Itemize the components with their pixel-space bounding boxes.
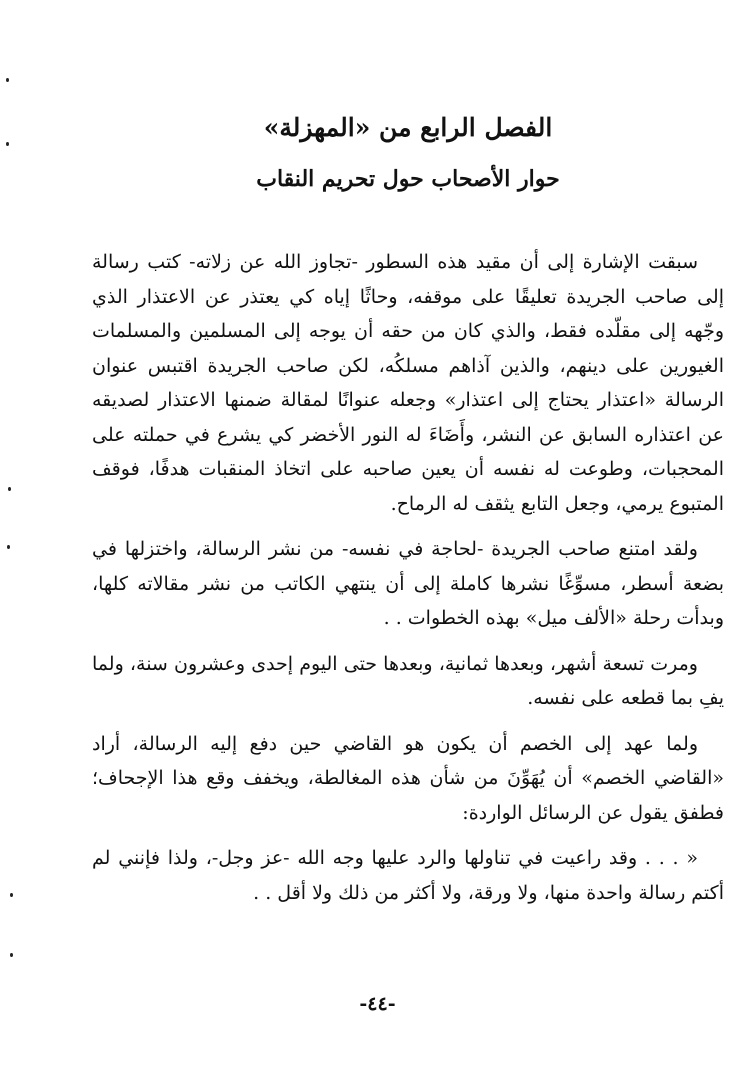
scan-speck: [6, 142, 9, 146]
paragraph: سبقت الإشارة إلى أن مقيد هذه السطور -تجاوز الله عن زلاته- كتب رسالة إلى صاحب الجريدة تعليقًا على موقفه، وحاثًا إياه كي يعتذر عن الاعتذار الذي وجّهه إلى مقلّده فقط، والذي كان من حقه أن يوجه إلى المسلمين والمسلمات الغيورين على دينهم، والذين آذاهم مسلكُه، لكن صاحب الجريدة اقتبس عنوان الرسالة «اعتذار يحتاج إلى اعتذار» وجعله عنوانًا لمقالة ضمنها الاعتذار لصديقه عن اعتذاره السابق عن النشر، وأَضَاءَ له النور الأخضر كي يشرع في حملته على المحجبات، وطوعت له نفسه أن يعين صاحبه على اتخاذ المنقبات هدفًا، فوقف المتبوع يرمي، وجعل التابع يثقف له الرماح.: [92, 251, 724, 515]
scan-speck: [10, 893, 13, 897]
scan-speck: [10, 953, 13, 957]
paragraph: ولقد امتنع صاحب الجريدة -لحاجة في نفسه- من نشر الرسالة، واختزلها في بضعة أسطر، مسوِّغًا نشرها كاملة إلى أن ينتهي الكاتب من نشر مقالاته كلها، وبدأت رحلة «الألف ميل» بهذه الخطوات . .: [92, 538, 724, 629]
page-content: [92, 108, 724, 910]
paragraph: « . . . وقد راعيت في تناولها والرد عليها وجه الله -عز وجل-، ولذا فإنني لم أكتم رسالة واحدة منها، ولا ورقة، ولا أكثر من ذلك ولا أقل . .: [92, 847, 724, 904]
chapter-subtitle: حوار الأصحاب حول تحريم النقاب: [256, 166, 560, 192]
scan-speck: [8, 487, 11, 491]
chapter-title: الفصل الرابع من «المهزلة»: [263, 113, 553, 142]
paragraph: ولما عهد إلى الخصم أن يكون هو القاضي حين دفع إليه الرسالة، أراد «القاضي الخصم» أن يُهَوِّنَ من شأن هذه المغالطة، ويخفف وقع هذا الإجحاف؛ فطفق يقول عن الرسائل الواردة:: [92, 732, 724, 824]
scan-speck: [6, 78, 9, 82]
page-number: -٤٤-: [359, 993, 396, 1015]
paragraph: ومرت تسعة أشهر، وبعدها ثمانية، وبعدها حتى اليوم إحدى وعشرون سنة، ولما يفِ بما قطعه على نفسه.: [92, 652, 724, 709]
body-text: [92, 245, 724, 910]
scan-speck: [7, 545, 10, 549]
